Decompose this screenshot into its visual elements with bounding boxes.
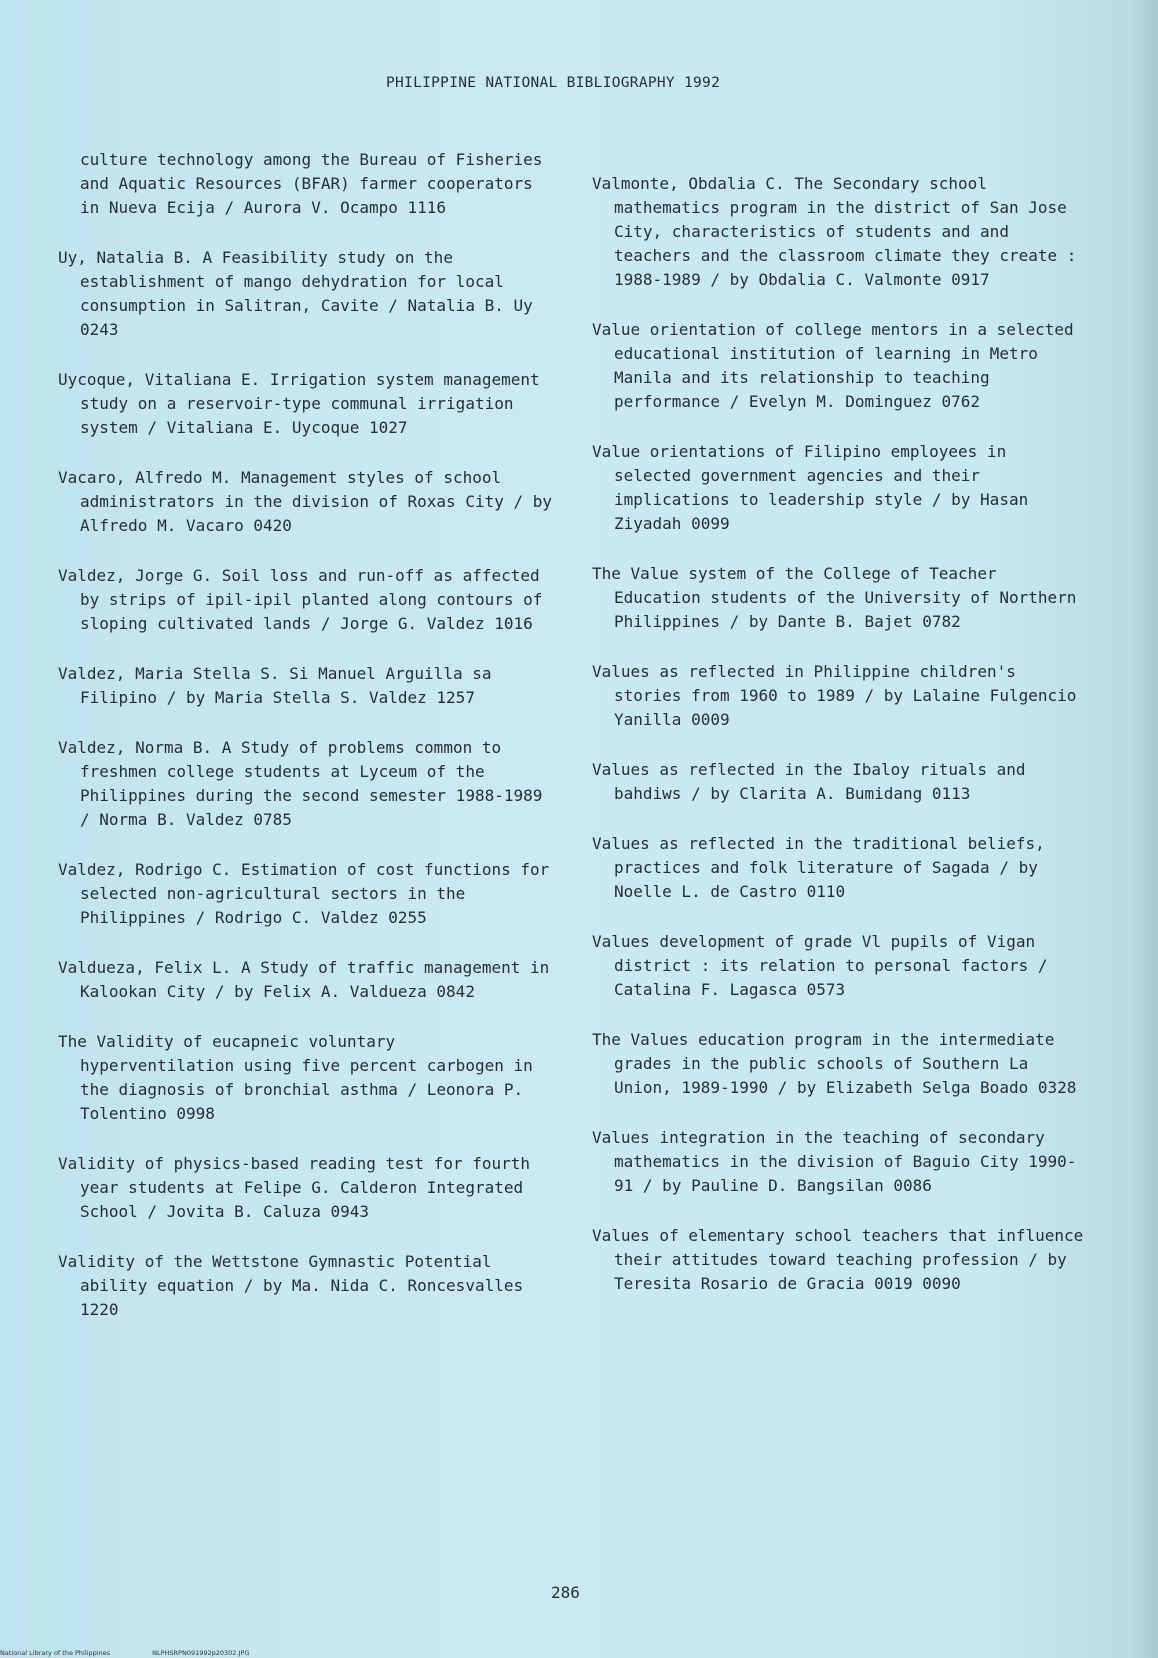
right-column [592,172,1092,1322]
page-number: 286 [551,1583,580,1602]
left-column [58,148,558,1348]
bibliography-entry: Valdez, Norma B. A Study of problems common to freshmen college students at Lyceum of the Philippines during the second semester 1988-1989 / Norma B. Valdez 0785 [58,738,543,829]
bibliography-entry: Value orientation of college mentors in a selected educational institution of learning in Metro Manila and its relationship to teaching performance / Evelyn M. Dominguez 0762 [592,320,1074,411]
bibliography-entry: Validity of the Wettstone Gymnastic Potential ability equation / by Ma. Nida C. Roncesvalles 1220 [58,1252,524,1319]
page-edge-shadow [1130,0,1158,1658]
bibliography-entry: Values development of grade Vl pupils of Vigan district : its relation to personal factors / Catalina F. Lagasca 0573 [592,932,1048,999]
bibliography-entry: Values as reflected in the traditional beliefs, practices and folk literature of Sagada / by Noelle L. de Castro 0110 [592,834,1045,901]
bibliography-entry: Valmonte, Obdalia C. The Secondary school mathematics program in the district of San Jose City, characteristics of students and and teachers and the classroom climate they create : 1988-1989 / by Obdalia C. Valmonte 0917 [592,174,1077,289]
bibliography-entry: Values as reflected in Philippine children's stories from 1960 to 1989 / by Lalaine Fulgencio Yanilla 0009 [592,662,1077,729]
bibliography-entry: The Validity of eucapneic voluntary hyperventilation using five percent carbogen in the diagnosis of bronchial asthma / Leonora P. Tolentino 0998 [58,1032,533,1123]
footer-filename: NLPHSRPN091992p20302.JPG [152,1649,250,1657]
bibliography-entry: Vacaro, Alfredo M. Management styles of school administrators in the division of Roxas City / by Alfredo M. Vacaro 0420 [58,468,553,535]
bibliography-entry: Values as reflected in the Ibaloy rituals and bahdiws / by Clarita A. Bumidang 0113 [592,760,1026,803]
bibliography-entry: Uy, Natalia B. A Feasibility study on the establishment of mango dehydration for local consumption in Salitran, Cavite / Natalia B. Uy 0243 [58,248,533,339]
page-header: PHILIPPINE NATIONAL BIBLIOGRAPHY 1992 [386,75,721,91]
bibliography-entry: Valdez, Jorge G. Soil loss and run-off as affected by strips of ipil-ipil planted along contours of sloping cultivated lands / Jorge G. Valdez 1016 [58,566,543,633]
bibliography-entry: Valdez, Rodrigo C. Estimation of cost functions for selected non-agricultural sectors in the Philippines / Rodrigo C. Valdez 0255 [58,860,550,927]
bibliography-entry: Values integration in the teaching of secondary mathematics in the division of Baguio City 1990-91 / by Pauline D. Bangsilan 0086 [592,1128,1077,1195]
footer-library: National Library of the Philippines [0,1649,111,1657]
bibliography-entry: The Values education program in the intermediate grades in the public schools of Southern La Union, 1989-1990 / by Elizabeth Selga Boado 0328 [592,1030,1077,1097]
bibliography-entry: culture technology among the Bureau of Fisheries and Aquatic Resources (BFAR) farmer cooperators in Nueva Ecija / Aurora V. Ocampo 1116 [80,150,543,217]
bibliography-entry: Values of elementary school teachers that influence their attitudes toward teaching profession / by Teresita Rosario de Gracia 0019 0090 [592,1226,1084,1293]
bibliography-entry: Validity of physics-based reading test for fourth year students at Felipe G. Calderon Integrated School / Jovita B. Caluza 0943 [58,1154,531,1221]
bibliography-entry: Value orientations of Filipino employees in selected government agencies and their implications to leadership style / by Hasan Ziyadah 0099 [592,442,1029,533]
scan-footer [0,1649,289,1657]
bibliography-entry: Uycoque, Vitaliana E. Irrigation system management study on a reservoir-type communal irrigation system / Vitaliana E. Uycoque 1027 [58,370,540,437]
bibliography-entry: Valdez, Maria Stella S. Si Manuel Arguilla sa Filipino / by Maria Stella S. Valdez 1257 [58,664,492,707]
bibliography-entry: The Value system of the College of Teacher Education students of the University of Northern Philippines / by Dante B. Bajet 0782 [592,564,1077,631]
bibliography-entry: Valdueza, Felix L. A Study of traffic management in Kalookan City / by Felix A. Valdueza 0842 [58,958,550,1001]
